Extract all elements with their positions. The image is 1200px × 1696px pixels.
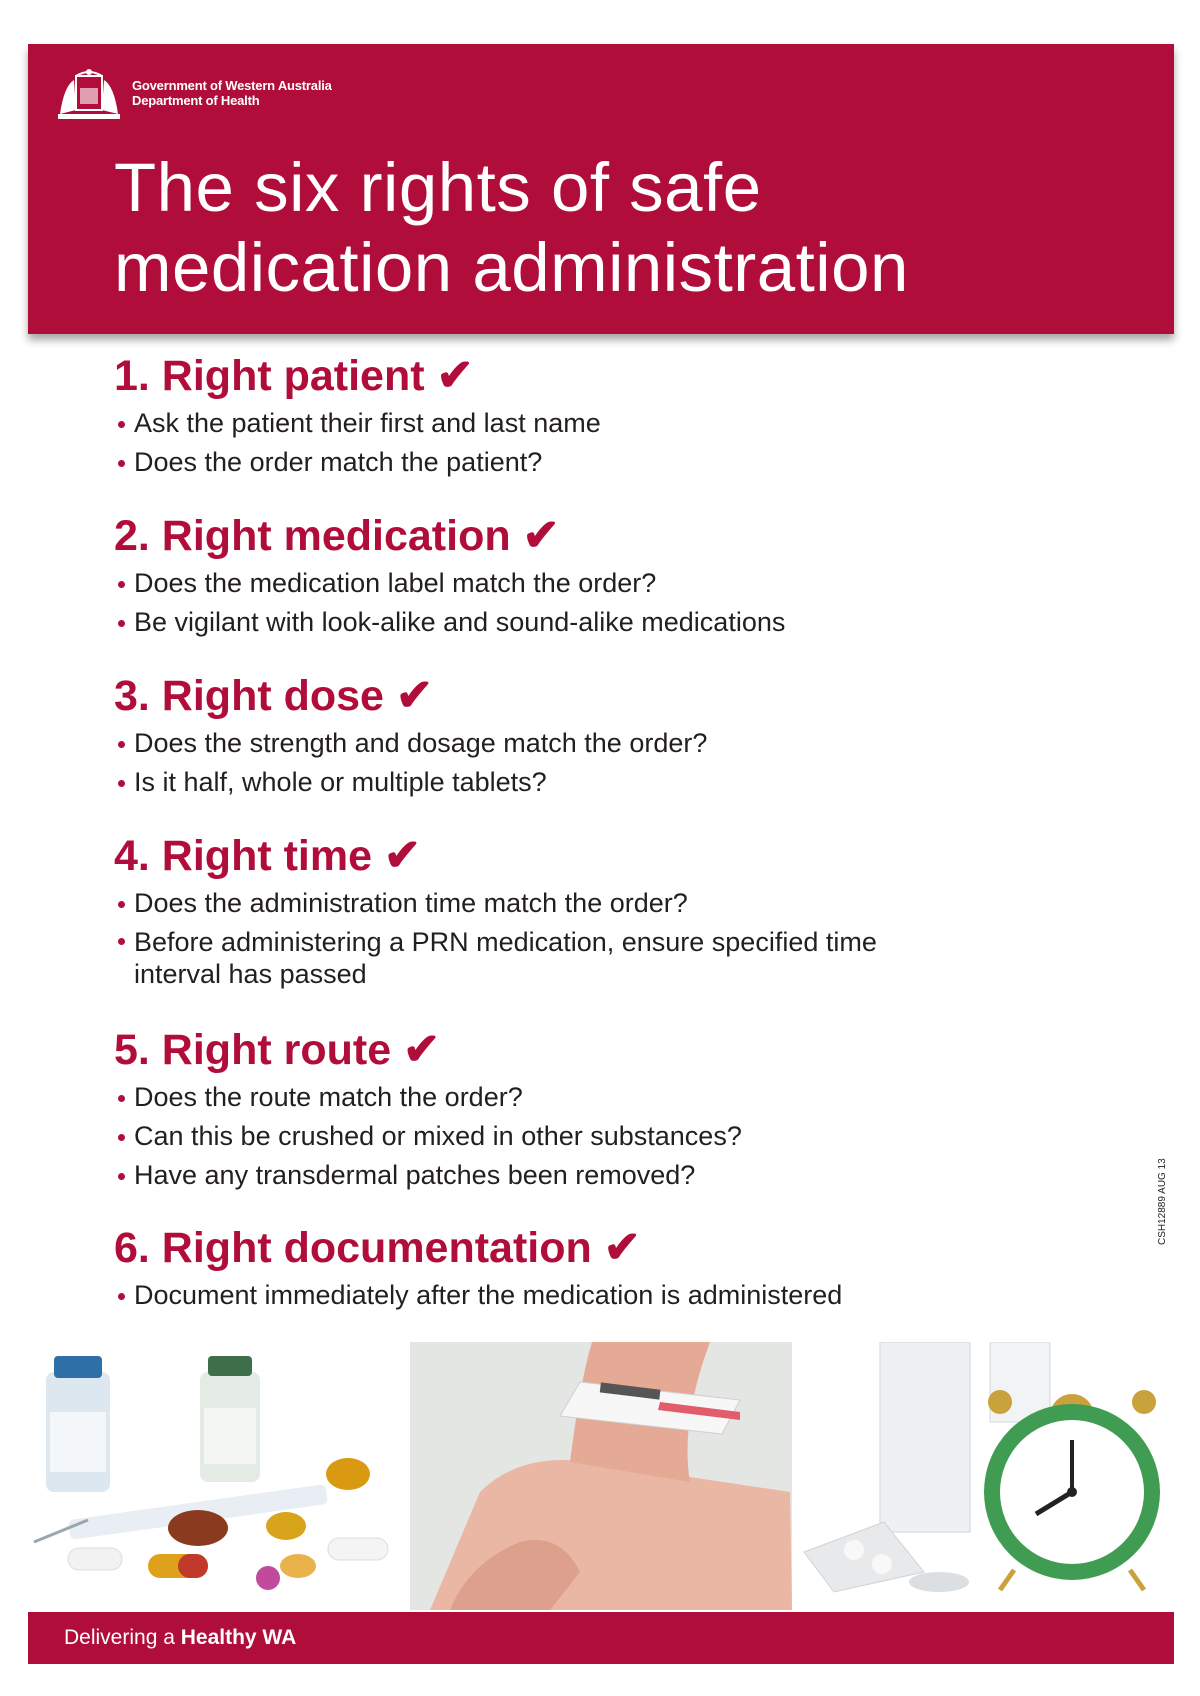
organisation-line-2: Department of Health [132, 93, 260, 108]
footer-banner [28, 1612, 1174, 1664]
right-route [114, 1024, 742, 1195]
medications-photo [28, 1342, 408, 1610]
organisation-name [132, 78, 332, 108]
coat-of-arms-logo [56, 66, 122, 122]
right-points [114, 564, 785, 642]
page-title [114, 148, 1154, 308]
right-heading [114, 830, 894, 882]
photo-strip [28, 1342, 1174, 1610]
right-heading [114, 670, 707, 722]
bullet-point: Does the strength and dosage match the order? [114, 724, 707, 763]
bullet-point: Be vigilant with look-alike and sound-alike medications [114, 603, 785, 642]
right-time [114, 830, 894, 993]
title-line-1: The six rights of safe [114, 149, 762, 226]
right-points [114, 1276, 842, 1315]
header-banner [28, 44, 1174, 334]
check-mark-icon: ✔ [603, 1223, 641, 1272]
right-heading [114, 1024, 742, 1076]
wristband-photo [410, 1342, 792, 1610]
hand-wristband-illustration [410, 1342, 792, 1610]
footer-tagline-prefix: Delivering a [64, 1626, 181, 1649]
right-heading-text: 1. Right patient [114, 352, 425, 400]
bullet-point: Before administering a PRN medication, ensure specified time interval has passed [114, 923, 894, 993]
right-points [114, 724, 707, 802]
bullet-point: Can this be crushed or mixed in other substances? [114, 1117, 742, 1156]
organisation-line-1: Government of Western Australia [132, 78, 332, 93]
right-heading-text: 6. Right documentation [114, 1224, 592, 1272]
check-mark-icon: ✔ [403, 1025, 440, 1074]
footer-tagline-emphasis: Healthy WA [180, 1626, 297, 1649]
check-mark-icon: ✔ [384, 831, 421, 880]
vials-pills-syringe-illustration [28, 1342, 408, 1610]
title-line-2: medication administration [114, 229, 909, 306]
right-points [114, 884, 894, 993]
right-heading [114, 1222, 842, 1274]
bullet-point: Document immediately after the medication is administered [114, 1276, 842, 1315]
check-mark-icon: ✔ [395, 671, 433, 720]
bullet-point: Does the medication label match the order? [114, 564, 785, 603]
bullet-point: Have any transdermal patches been removed? [114, 1156, 742, 1195]
bullet-point: Ask the patient their first and last name [114, 404, 601, 443]
right-patient [114, 350, 601, 482]
bullet-point: Does the order match the patient? [114, 443, 601, 482]
right-heading [114, 510, 785, 562]
bullet-point: Does the administration time match the order? [114, 884, 894, 923]
clock-photo [794, 1342, 1174, 1610]
right-points [114, 404, 601, 482]
right-heading-text: 3. Right dose [114, 672, 384, 720]
document-code: CSH12889 AUG 13 [1157, 1158, 1168, 1245]
bullet-point: Is it half, whole or multiple tablets? [114, 763, 707, 802]
right-heading-text: 5. Right route [114, 1026, 392, 1074]
right-medication [114, 510, 785, 642]
right-dose [114, 670, 707, 802]
check-mark-icon: ✔ [522, 511, 560, 560]
right-documentation [114, 1222, 842, 1315]
bullet-point: Does the route match the order? [114, 1078, 742, 1117]
right-heading-text: 2. Right medication [114, 512, 511, 560]
check-mark-icon: ✔ [436, 351, 474, 400]
right-heading-text: 4. Right time [114, 832, 373, 880]
alarm-clock-pills-illustration [794, 1342, 1174, 1610]
right-points [114, 1078, 742, 1195]
footer-tagline [64, 1626, 296, 1650]
right-heading [114, 350, 601, 402]
